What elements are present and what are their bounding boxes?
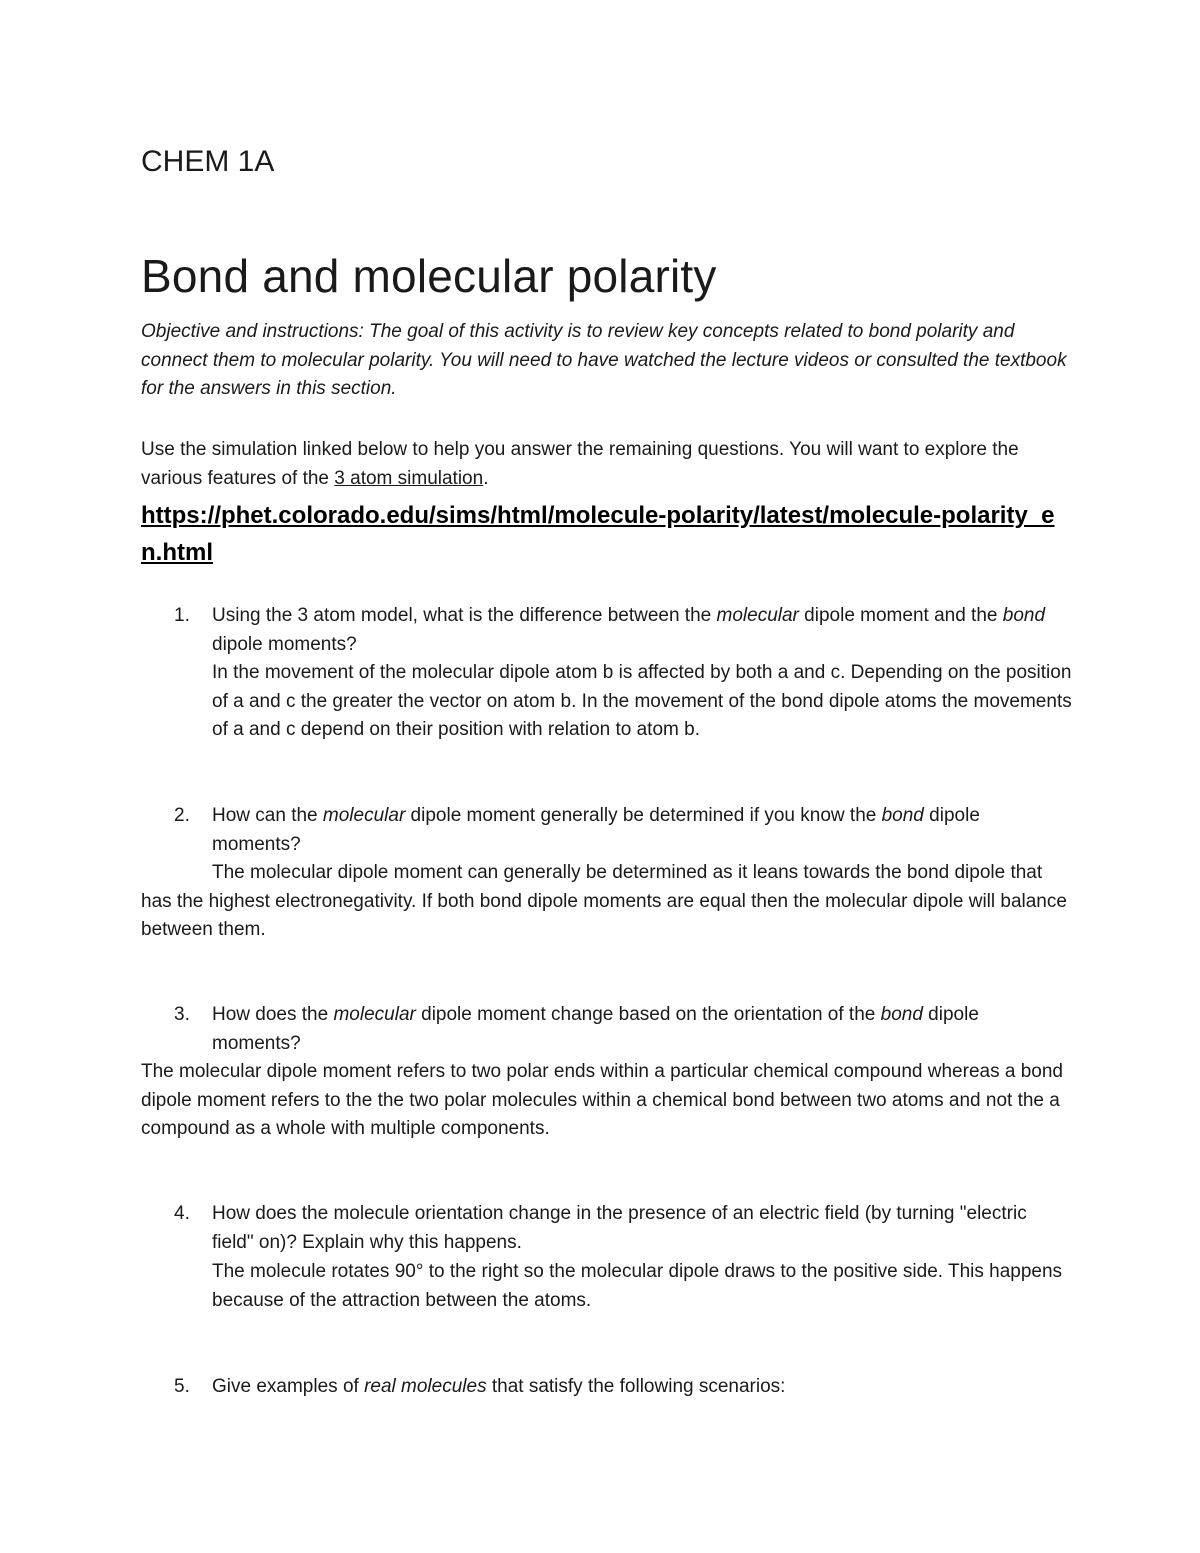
answer-1-text: In the movement of the molecular dipole atom b is affected by both a and c. Depending on the position of a and c the greater the vector on atom b. In the movement of the bond dipole atoms the movements of a and c depend on their position with relation to atom b. bbox=[212, 662, 1072, 741]
simulation-text-end: . bbox=[483, 467, 489, 489]
answer-3-text: The molecular dipole moment refers to two polar ends within a particular chemical compound whereas a bond dipole moment refers to the the two polar molecules within a chemical bond between two atoms and not the a compound as a whole with multiple components. bbox=[141, 1061, 1063, 1140]
question-2-text: How can the molecular dipole moment generally be determined if you know the bond dipole moments? bbox=[212, 805, 980, 855]
three-atom-simulation-link[interactable]: 3 atom simulation bbox=[334, 467, 484, 489]
question-3-text: How does the molecular dipole moment change based on the orientation of the bond dipole moments? bbox=[212, 1004, 979, 1054]
question-4-number: 4. bbox=[174, 1203, 190, 1224]
objective-paragraph: Objective and instructions: The goal of this activity is to review key concepts related to bond polarity and connect them to molecular polarity. You will need to have watched the lecture videos or consulted the textbook for the answers in this section. bbox=[141, 321, 1067, 400]
question-4-text: How does the molecule orientation change in the presence of an electric field (by turning "electric field" on)? Explain why this happens. bbox=[212, 1203, 1027, 1253]
answer-2-text: The molecular dipole moment can generally be determined as it leans towards the bond dipole that has the highest electronegativity. If both bond dipole moments are equal then the molecular dipole will balance between them. bbox=[141, 862, 1067, 941]
question-3-number: 3. bbox=[174, 1004, 190, 1025]
question-5-number: 5. bbox=[174, 1376, 190, 1397]
question-5-text: Give examples of real molecules that satisfy the following scenarios: bbox=[212, 1376, 786, 1397]
course-heading: CHEM 1A bbox=[141, 145, 275, 178]
answer-4-text: The molecule rotates 90° to the right so the molecular dipole draws to the positive side. This happens because of the attraction between the atoms. bbox=[212, 1261, 1063, 1311]
simulation-paragraph bbox=[141, 436, 1071, 493]
question-1-text: Using the 3 atom model, what is the difference between the molecular dipole moment and the bond dipole moments? bbox=[212, 605, 1046, 655]
question-2-number: 2. bbox=[174, 805, 190, 826]
phet-simulation-url-link[interactable]: https://phet.colorado.edu/sims/html/molecule-polarity/latest/molecule-polarity_en.html bbox=[141, 502, 1055, 566]
simulation-text: Use the simulation linked below to help you answer the remaining questions. You will want to explore the various features of the bbox=[141, 439, 1019, 489]
question-1-number: 1. bbox=[174, 605, 190, 626]
page-title: Bond and molecular polarity bbox=[141, 250, 717, 302]
